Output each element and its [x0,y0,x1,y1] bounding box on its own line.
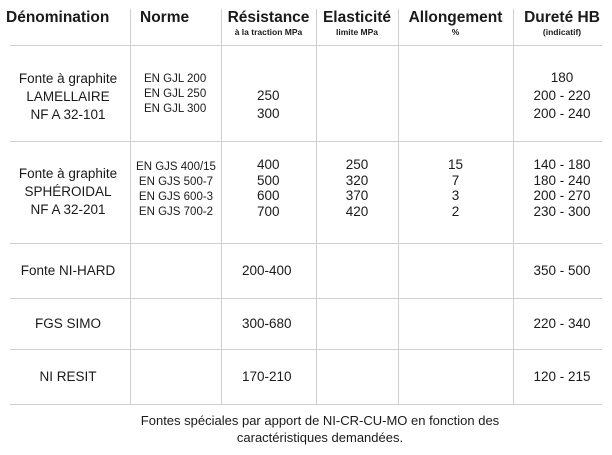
allongement-line: 15 [447,157,464,172]
row-nihard-durete: 350 - 500 [533,263,591,278]
denomination-line: NF A 32-101 [30,107,106,122]
row-spheroidal-denomination [6,165,130,219]
norme-line: EN GJL 300 [144,103,207,115]
elasticite-line: 250 [345,157,369,172]
row-spheroidal-norme [131,160,221,220]
row-spheroidal-resistance [257,157,315,219]
header-elasticite [317,9,397,37]
denomination-line: NF A 32-201 [30,202,106,217]
row-fgssimo-durete: 220 - 340 [533,316,591,331]
header-durete-unit: (indicatif) [542,27,582,37]
durete-line: 180 - 240 [533,172,591,188]
footer-note-line: caractéristiques demandées. [236,430,404,445]
resistance-line: 700 [257,203,280,219]
row-divider [10,298,602,299]
durete-line: 180 [550,70,574,85]
header-elasticite-label: Elasticité [322,9,392,26]
header-allongement [399,9,512,37]
header-durete-label: Dureté HB [524,9,600,26]
header-norme-label: Norme [140,9,190,26]
header-resistance [222,9,315,37]
norme-line: EN GJS 600-3 [138,191,214,203]
denomination-line: Fonte à graphite [18,71,118,86]
durete-line: 140 - 180 [533,157,591,172]
norme-line: EN GJS 700-2 [138,206,214,218]
denomination-line: SPHÉROIDAL [24,184,112,199]
header-elasticite-unit: limite MPa [335,27,379,37]
row-spheroidal-elasticite [317,157,397,219]
resistance-line [257,69,315,87]
row-niresit-durete: 120 - 215 [533,369,591,384]
row-niresit-resistance: 170-210 [242,369,292,384]
header-resistance-label: Résistance [227,9,310,26]
header-allongement-unit: % [451,27,460,37]
footer-note-line: Fontes spéciales par apport de NI-CR-CU-MO en fonction des [140,413,500,428]
norme-line: EN GJL 200 [144,73,207,85]
resistance-line: 500 [257,172,280,188]
row-lamellaire-denomination [6,70,130,124]
row-niresit-denomination: NI RESIT [39,369,97,384]
resistance-line: 250 [257,88,280,103]
denomination-line: Fonte à graphite [18,166,118,181]
durete-line: 200 - 240 [533,106,591,121]
row-divider [10,349,602,350]
elasticite-line: 370 [345,188,369,203]
row-divider [10,141,602,142]
footer-note [100,412,540,446]
row-nihard-resistance: 200-400 [242,263,292,278]
allongement-line: 3 [451,188,460,203]
resistance-line: 300 [257,106,280,121]
row-divider [10,404,602,405]
row-lamellaire-norme [144,72,220,117]
norme-line: EN GJS 500-7 [138,176,214,188]
row-lamellaire-durete [514,69,610,123]
elasticite-line: 320 [345,172,369,188]
row-divider [10,45,602,46]
allongement-line: 2 [451,203,460,219]
header-allongement-label: Allongement [408,9,503,26]
resistance-line: 600 [257,188,280,203]
row-fgssimo-resistance: 300-680 [242,316,292,331]
resistance-line: 400 [257,157,280,172]
header-norme [132,9,218,27]
norme-line: EN GJS 400/15 [136,161,216,173]
header-denomination [6,9,128,27]
durete-line: 200 - 220 [533,88,591,103]
row-divider [10,243,602,244]
row-lamellaire-resistance [257,69,315,123]
row-fgssimo-denomination: FGS SIMO [34,316,101,331]
durete-line: 230 - 300 [533,203,591,219]
row-spheroidal-durete [514,157,610,219]
allongement-line: 7 [451,172,460,188]
elasticite-line: 420 [345,203,369,219]
header-durete [514,9,610,37]
header-resistance-unit: à la traction MPa [234,27,303,37]
row-nihard-denomination: Fonte NI-HARD [20,263,116,278]
row-spheroidal-allongement [399,157,512,219]
column-divider [221,9,222,405]
header-denomination-label: Dénomination [6,9,110,26]
norme-line: EN GJL 250 [144,88,207,100]
durete-line: 200 - 270 [533,188,591,203]
denomination-line: LAMELLAIRE [26,89,110,104]
